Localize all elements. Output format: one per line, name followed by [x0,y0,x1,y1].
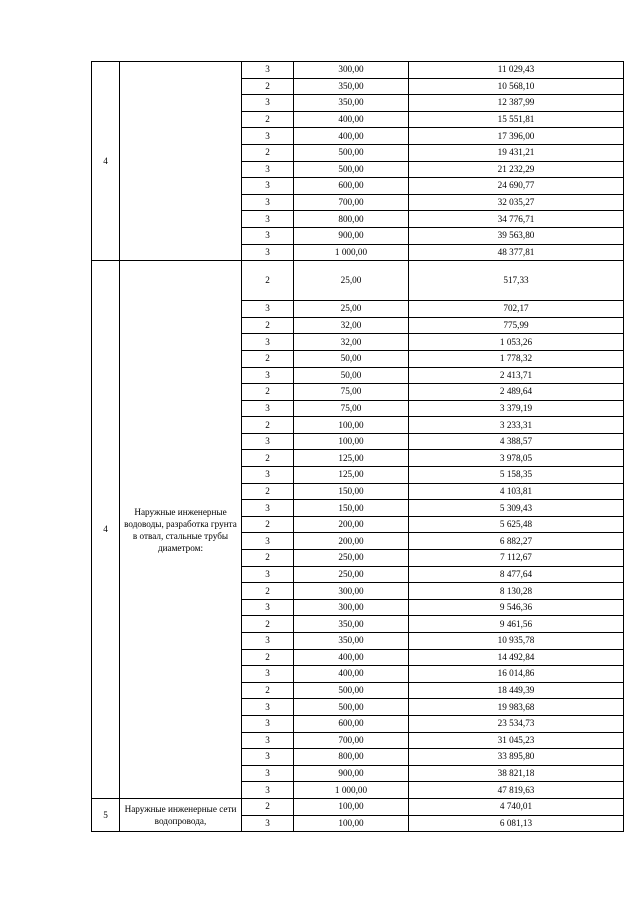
cell-price: 2 489,64 [409,384,624,401]
cell-category: 3 [242,749,294,766]
cell-price: 19 983,68 [409,699,624,716]
cell-price: 11 029,43 [409,62,624,79]
cell-diameter: 700,00 [294,194,409,211]
cell-price: 4 103,81 [409,483,624,500]
cell-category: 3 [242,782,294,799]
cell-category: 2 [242,384,294,401]
cell-price: 21 232,29 [409,161,624,178]
cell-price: 15 551,81 [409,111,624,128]
cell-category: 3 [242,732,294,749]
cell-category: 3 [242,211,294,228]
cell-category: 2 [242,144,294,161]
table-row [92,798,624,815]
cell-diameter: 250,00 [294,566,409,583]
cell-price: 31 045,23 [409,732,624,749]
cell-price: 48 377,81 [409,244,624,261]
cell-price: 19 431,21 [409,144,624,161]
cell-price: 38 821,18 [409,765,624,782]
cell-category: 2 [242,483,294,500]
cell-price: 6 882,27 [409,533,624,550]
cell-price: 34 776,71 [409,211,624,228]
cell-diameter: 350,00 [294,78,409,95]
cell-category: 2 [242,516,294,533]
cell-category: 3 [242,666,294,683]
section-description [120,62,242,261]
section-description: Наружные инженерные сети водопровода, [120,798,242,831]
cell-price: 8 130,28 [409,583,624,600]
cell-price: 16 014,86 [409,666,624,683]
cell-category: 3 [242,334,294,351]
cell-diameter: 100,00 [294,417,409,434]
section-number: 5 [92,798,120,831]
cell-diameter: 50,00 [294,367,409,384]
cell-category: 2 [242,682,294,699]
cell-price: 24 690,77 [409,178,624,195]
cell-category: 3 [242,161,294,178]
cell-diameter: 350,00 [294,633,409,650]
cell-category: 3 [242,301,294,318]
cell-category: 3 [242,95,294,112]
cell-category: 3 [242,128,294,145]
cell-price: 10 568,10 [409,78,624,95]
cell-price: 9 461,56 [409,616,624,633]
cell-diameter: 300,00 [294,599,409,616]
cell-category: 3 [242,765,294,782]
cell-diameter: 250,00 [294,550,409,567]
cell-price: 32 035,27 [409,194,624,211]
table-row [92,261,624,301]
cell-price: 5 158,35 [409,467,624,484]
cell-diameter: 125,00 [294,467,409,484]
cell-diameter: 300,00 [294,62,409,79]
cell-category: 3 [242,599,294,616]
cell-diameter: 100,00 [294,815,409,832]
cell-price: 12 387,99 [409,95,624,112]
cell-price: 23 534,73 [409,715,624,732]
cell-category: 3 [242,467,294,484]
cell-category: 3 [242,699,294,716]
cell-category: 3 [242,194,294,211]
cell-diameter: 800,00 [294,749,409,766]
cell-price: 2 413,71 [409,367,624,384]
cell-diameter: 200,00 [294,516,409,533]
cell-price: 3 233,31 [409,417,624,434]
cell-category: 3 [242,178,294,195]
cell-price: 10 935,78 [409,633,624,650]
cell-diameter: 500,00 [294,699,409,716]
table-body [92,62,624,832]
cell-price: 8 477,64 [409,566,624,583]
cell-category: 3 [242,227,294,244]
price-table [91,61,624,832]
cell-category: 2 [242,583,294,600]
cell-diameter: 500,00 [294,682,409,699]
cell-category: 3 [242,433,294,450]
cell-category: 2 [242,261,294,301]
cell-price: 4 388,57 [409,433,624,450]
cell-category: 3 [242,500,294,517]
cell-diameter: 150,00 [294,483,409,500]
cell-diameter: 900,00 [294,765,409,782]
cell-price: 33 895,80 [409,749,624,766]
cell-price: 3 978,05 [409,450,624,467]
cell-price: 17 396,00 [409,128,624,145]
cell-diameter: 100,00 [294,798,409,815]
cell-category: 3 [242,815,294,832]
cell-price: 14 492,84 [409,649,624,666]
cell-price: 1 053,26 [409,334,624,351]
cell-category: 2 [242,78,294,95]
cell-price: 517,33 [409,261,624,301]
cell-price: 39 563,80 [409,227,624,244]
cell-diameter: 400,00 [294,649,409,666]
cell-price: 6 081,13 [409,815,624,832]
section-description: Наружные инженерные водоводы, разработка грунта в отвал, стальные трубы диаметром: [120,261,242,799]
cell-category: 2 [242,317,294,334]
cell-diameter: 1 000,00 [294,244,409,261]
cell-category: 2 [242,350,294,367]
cell-price: 5 625,48 [409,516,624,533]
cell-price: 4 740,01 [409,798,624,815]
cell-category: 2 [242,550,294,567]
cell-price: 5 309,43 [409,500,624,517]
cell-diameter: 400,00 [294,111,409,128]
cell-diameter: 500,00 [294,161,409,178]
section-number: 4 [92,62,120,261]
cell-category: 2 [242,616,294,633]
cell-category: 3 [242,62,294,79]
cell-price: 702,17 [409,301,624,318]
cell-category: 3 [242,533,294,550]
cell-diameter: 75,00 [294,384,409,401]
cell-diameter: 25,00 [294,261,409,301]
cell-price: 1 778,32 [409,350,624,367]
cell-diameter: 350,00 [294,616,409,633]
cell-category: 3 [242,367,294,384]
cell-diameter: 100,00 [294,433,409,450]
cell-category: 3 [242,400,294,417]
cell-diameter: 1 000,00 [294,782,409,799]
cell-diameter: 400,00 [294,666,409,683]
cell-diameter: 600,00 [294,178,409,195]
cell-diameter: 32,00 [294,334,409,351]
cell-diameter: 350,00 [294,95,409,112]
cell-diameter: 600,00 [294,715,409,732]
cell-diameter: 800,00 [294,211,409,228]
cell-diameter: 200,00 [294,533,409,550]
section-number: 4 [92,261,120,799]
cell-diameter: 300,00 [294,583,409,600]
cell-diameter: 900,00 [294,227,409,244]
cell-diameter: 32,00 [294,317,409,334]
cell-diameter: 500,00 [294,144,409,161]
cell-price: 7 112,67 [409,550,624,567]
cell-category: 2 [242,111,294,128]
cell-category: 2 [242,417,294,434]
cell-category: 3 [242,244,294,261]
cell-category: 2 [242,649,294,666]
cell-category: 3 [242,715,294,732]
cell-category: 3 [242,633,294,650]
cell-price: 3 379,19 [409,400,624,417]
cell-diameter: 125,00 [294,450,409,467]
cell-diameter: 700,00 [294,732,409,749]
cell-diameter: 75,00 [294,400,409,417]
cell-category: 2 [242,450,294,467]
cell-category: 3 [242,566,294,583]
cell-diameter: 50,00 [294,350,409,367]
table-row [92,62,624,79]
cell-price: 18 449,39 [409,682,624,699]
cell-price: 775,99 [409,317,624,334]
cell-diameter: 150,00 [294,500,409,517]
cell-diameter: 25,00 [294,301,409,318]
cell-price: 47 819,63 [409,782,624,799]
cell-diameter: 400,00 [294,128,409,145]
cell-category: 2 [242,798,294,815]
cell-price: 9 546,36 [409,599,624,616]
